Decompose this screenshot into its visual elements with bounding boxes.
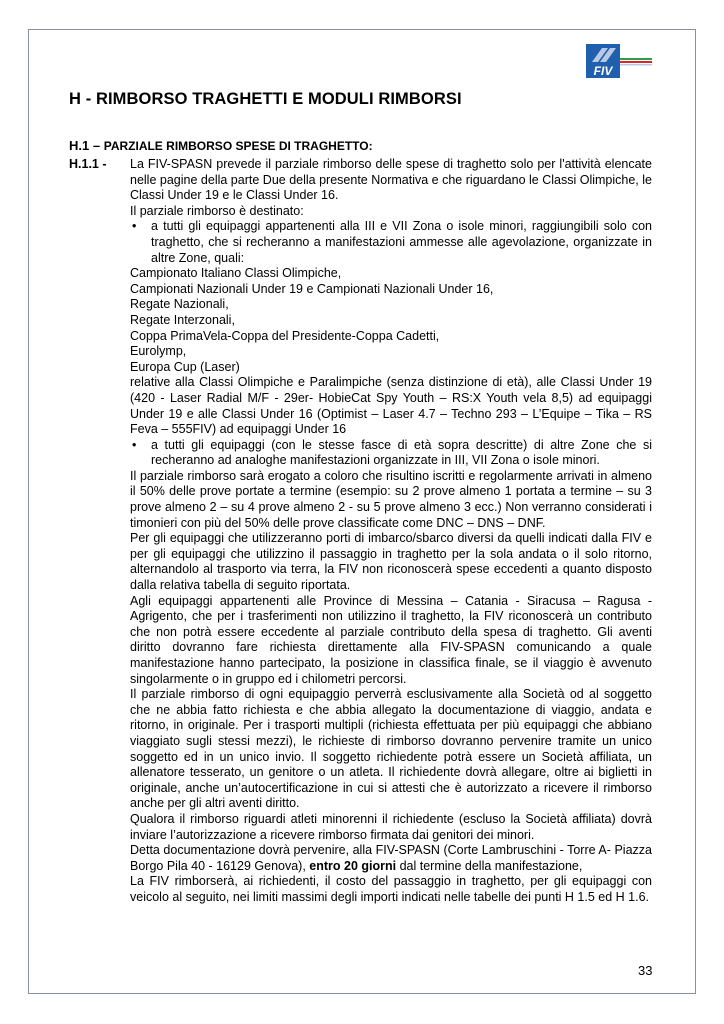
paragraph: relative alla Classi Olimpiche e Paralimpiche (senza distinzione di età), alle Classi Under 19 (420 - Laser Radial M/F - 29er- HobieCat Spy Youth – RS:X Youth vela 8,5) ad equipaggi Under 19 e alle Classi Under 16 (Optimist – Laser 4.7 – Techno 293 – L’Equipe – Tika – RS Feva – 555FIV) ad equipaggi Under 16	[130, 375, 652, 437]
event-line: Campionati Nazionali Under 19 e Campionati Nazionali Under 16,	[130, 281, 494, 296]
paragraph: La FIV-SPASN prevede il parziale rimborso delle spese di traghetto solo per l'attività elencate nelle pagine della parte Due della presente Normativa e che riguardano le Classi Olimpiche, le Classi Under 19 e le Classi Under 16.	[130, 157, 652, 203]
section-heading	[69, 138, 373, 153]
paragraph: Il parziale rimborso è destinato:	[130, 203, 304, 218]
paragraph: Agli equipaggi appartenenti alle Province di Messina – Catania - Siracusa – Ragusa - Agrigento, che per i trasferimenti non utilizzino il traghetto, la FIV riconoscerà un contributo che non potrà essere eccedente al parziale contributo della spesa di traghetto. Gli aventi diritto dovranno fare richiesta direttamente alla FIV-SPASN comunicando a quale manifestazione hanno partecipato, la posizione in classifica finale, se il viaggio è avvenuto singolarmente o in gruppo ed i chilometri percorsi.	[130, 593, 652, 686]
page-title: H - RIMBORSO TRAGHETTI E MODULI RIMBORSI	[69, 90, 462, 108]
event-line: Regate Interzonali,	[130, 312, 235, 327]
list-item: • a tutti gli equipaggi appartenenti alla III e VII Zona o isole minori, raggiungibili solo con traghetto, che si recheranno a manifestazioni ammesse alle agevolazione, organizzate in altre Zone, quali:	[132, 219, 652, 265]
svg-text:FIV: FIV	[593, 64, 613, 78]
page-number: 33	[638, 963, 653, 978]
paragraph: Per gli equipaggi che utilizzeranno porti di imbarco/sbarco diversi da quelli indicati dalla FIV e per gli equipaggi che utilizzino il passaggio in traghetto per la sola andata o il solo ritorno, alternandolo al trasporto via terra, la FIV non riconoscerà spese eccedenti a quanto disposto dalla relativa tabella di seguito riportata.	[130, 531, 652, 593]
list-item: • a tutti gli equipaggi (con le stesse fasce di età sopra descritte) di altre Zone che si recheranno ad analoghe manifestazioni organizzate in III, VII Zona o isole minori.	[132, 437, 652, 468]
event-line: Coppa PrimaVela-Coppa del Presidente-Coppa Cadetti,	[130, 328, 440, 343]
paragraph: Il parziale rimborso di ogni equipaggio perverrà esclusivamente alla Società od al soggetto che ne abbia fatto richiesta e che abbia allegato la documentazione di viaggio, andata e ritorno, in originale. Per i trasporti multipli (richiesta effettuata per più equipaggi che abbiano viaggiato sugli stessi mezzi), le richieste di rimborso dovranno pervenire tramite un unico soggetto ed in un unico invio. Il soggetto richiedente potrà essere un Società affiliata, un allenatore tesserato, un genitore o un atleta. Il richiedente dovrà allegare, oltre ai biglietti in originale, anche un’autocertificazione in cui si attesti che è autorizzato a ricevere il rimborso anche per gli altri aventi diritto.	[130, 687, 652, 811]
body-text	[130, 157, 652, 906]
bullet-list	[130, 438, 652, 469]
bullet-icon: •	[132, 437, 137, 452]
bullet-icon: •	[132, 219, 137, 234]
bullet-list	[130, 219, 652, 266]
event-line: Europa Cup (Laser)	[130, 359, 240, 374]
subsection-number: H.1.1 -	[69, 157, 107, 171]
paragraph: Il parziale rimborso sarà erogato a coloro che risultino iscritti e regolarmente arrivati in almeno il 50% delle prove portate a termine (esempio: su 2 prove almeno 1 portata a termine – su 3 prove almeno 2 – su 4 prove almeno 2 - su 5 prove almeno 3 ecc.) Non verranno considerati i timonieri con più del 50% delle prove classificate come DNC – DNS – DNF.	[130, 468, 652, 530]
event-line: Campionato Italiano Classi Olimpiche,	[130, 266, 342, 281]
section-number: H.1 –	[69, 138, 101, 153]
paragraph: La FIV rimborserà, ai richiedenti, il costo del passaggio in traghetto, per gli equipaggi con veicolo al seguito, nei limiti massimi degli importi indicati nelle tabelle dei punti H 1.5 ed H 1.6.	[130, 874, 652, 904]
deadline-text: entro 20 giorni	[309, 858, 397, 873]
paragraph: Qualora il rimborso riguardi atleti minorenni il richiedente (escluso la Società affiliata) dovrà inviare l’autorizzazione a ricevere rimborso firmata dai genitori dei minori.	[130, 811, 652, 842]
event-line: Regate Nazionali,	[130, 297, 229, 312]
section-title: PARZIALE RIMBORSO SPESE DI TRAGHETTO:	[103, 139, 373, 153]
event-line: Eurolymp,	[130, 344, 187, 359]
fiv-logo	[586, 44, 654, 80]
paragraph: Detta documentazione dovrà pervenire, alla FIV-SPASN (Corte Lambruschini - Torre A- Piazza Borgo Pila 40 - 16129 Genova), entro 20 giorni dal termine della manifestazione,	[130, 843, 652, 873]
